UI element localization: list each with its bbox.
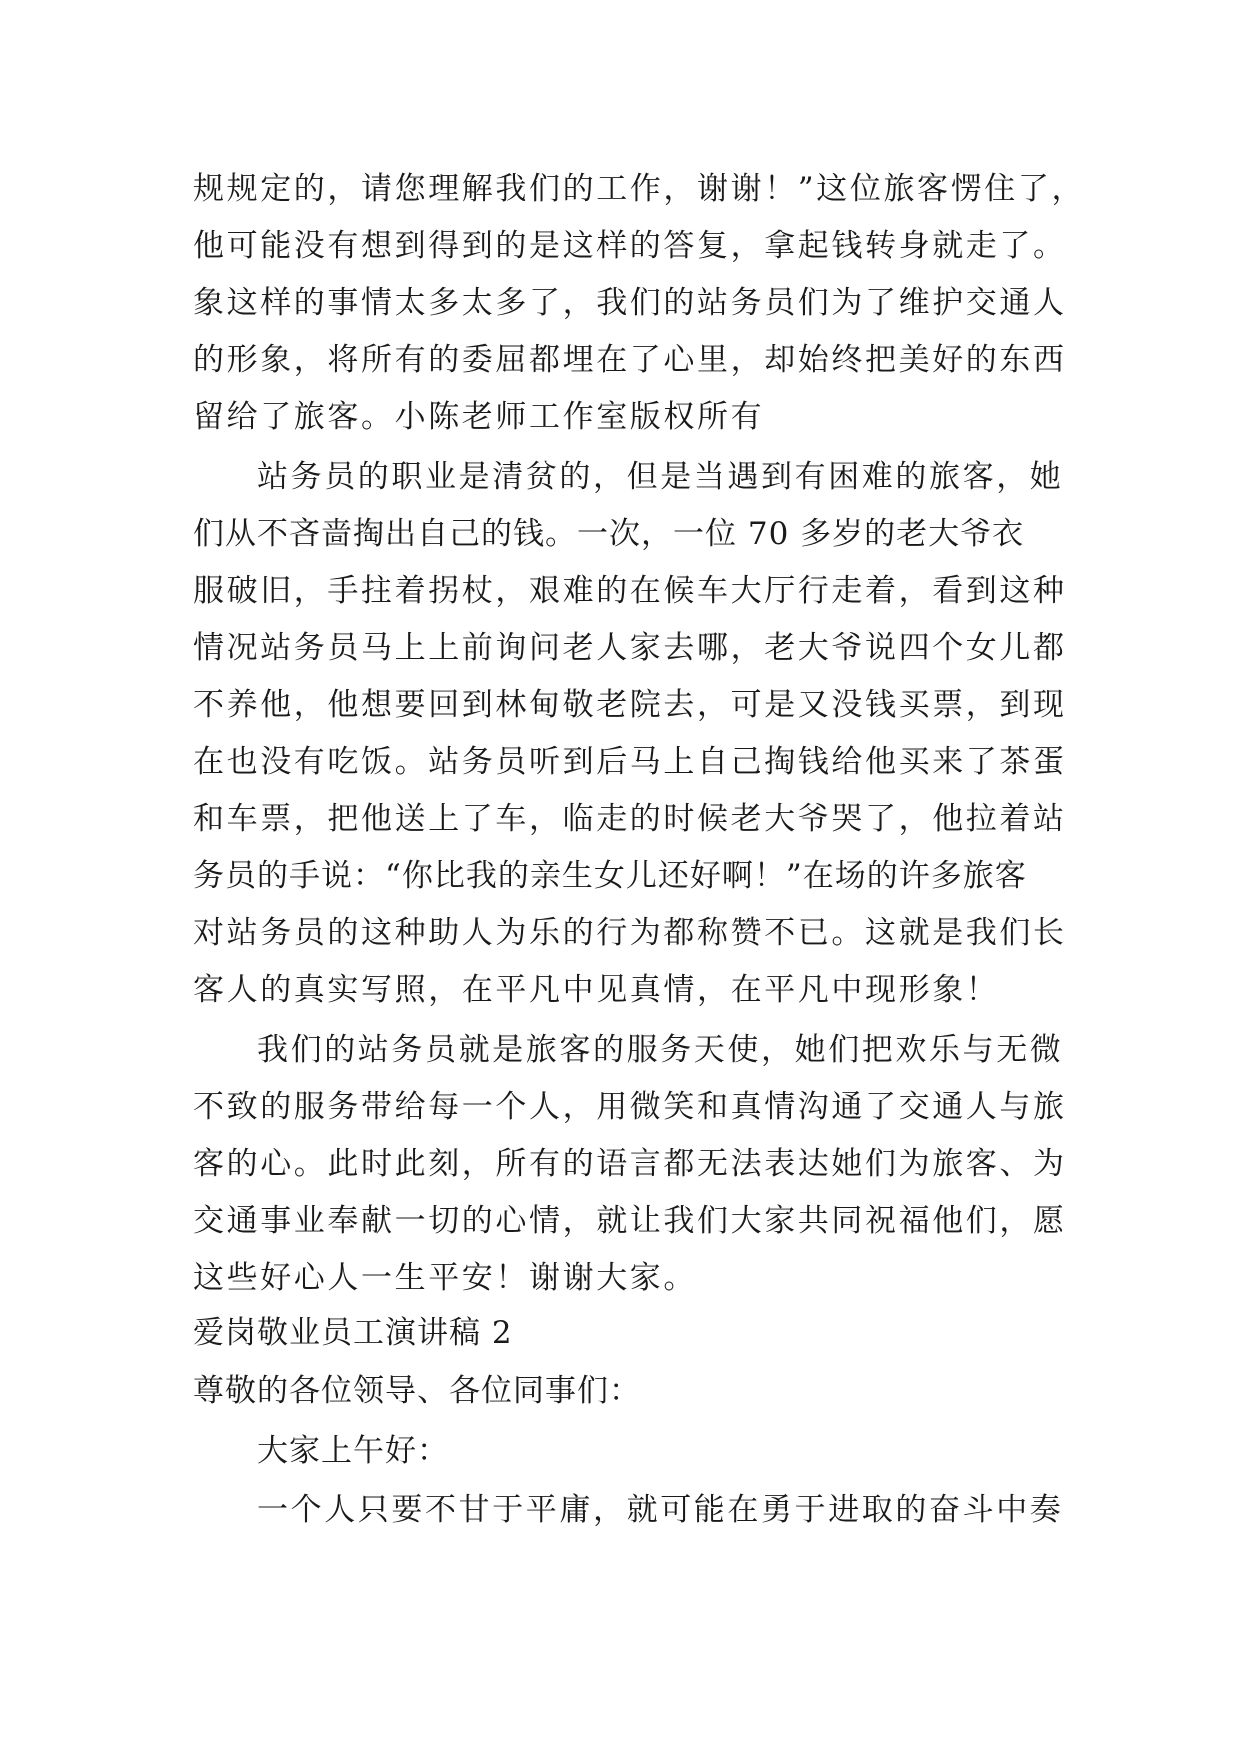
greeting: 大家上午好：	[257, 1433, 449, 1469]
text-line: 他可能没有想到得到的是这样的答复，拿起钱转身就走了。	[193, 228, 1067, 264]
section-heading: 爱岗敬业员工演讲稿 2	[193, 1315, 513, 1351]
paragraph-first-line: 站务员的职业是清贫的，但是当遇到有困难的旅客，她	[257, 459, 1064, 495]
text-line: 对站务员的这种助人为乐的行为都称赞不已。这就是我们长	[193, 915, 1067, 951]
text-line: 这些好心人一生平安！谢谢大家。	[193, 1260, 697, 1296]
text-line: 和车票，把他送上了车，临走的时候老大爷哭了，他拉着站	[193, 801, 1067, 837]
text-line: 规规定的，请您理解我们的工作，谢谢！”这位旅客愣住了，	[193, 171, 1086, 207]
text-line: 交通事业奉献一切的心情，就让我们大家共同祝福他们，愿	[193, 1203, 1067, 1239]
text-line: 们从不吝啬掏出自己的钱。一次，一位 70 多岁的老大爷衣	[193, 516, 1025, 552]
text-line: 不致的服务带给每一个人，用微笑和真情沟通了交通人与旅	[193, 1089, 1067, 1125]
text-line: 不养他，他想要回到林甸敬老院去，可是又没钱买票，到现	[193, 687, 1067, 723]
text-line: 情况站务员马上上前询问老人家去哪，老大爷说四个女儿都	[193, 630, 1067, 666]
text-line: 象这样的事情太多太多了，我们的站务员们为了维护交通人	[193, 285, 1067, 321]
paragraph-first-line: 我们的站务员就是旅客的服务天使，她们把欢乐与无微	[257, 1032, 1064, 1068]
salutation: 尊敬的各位领导、各位同事们：	[193, 1373, 641, 1409]
text-line: 客的心。此时此刻，所有的语言都无法表达她们为旅客、为	[193, 1146, 1067, 1182]
text-line: 的形象，将所有的委屈都埋在了心里，却始终把美好的东西	[193, 342, 1067, 378]
paragraph-first-line: 一个人只要不甘于平庸，就可能在勇于进取的奋斗中奏	[257, 1492, 1064, 1528]
text-line: 务员的手说：“你比我的亲生女儿还好啊！”在场的许多旅客	[193, 858, 1027, 894]
text-line: 客人的真实写照，在平凡中见真情，在平凡中现形象！	[193, 972, 1000, 1008]
text-line: 留给了旅客。小陈老师工作室版权所有	[193, 399, 765, 435]
text-line: 在也没有吃饭。站务员听到后马上自己掏钱给他买来了茶蛋	[193, 744, 1067, 780]
text-line: 服破旧，手拄着拐杖，艰难的在候车大厅行走着，看到这种	[193, 573, 1067, 609]
